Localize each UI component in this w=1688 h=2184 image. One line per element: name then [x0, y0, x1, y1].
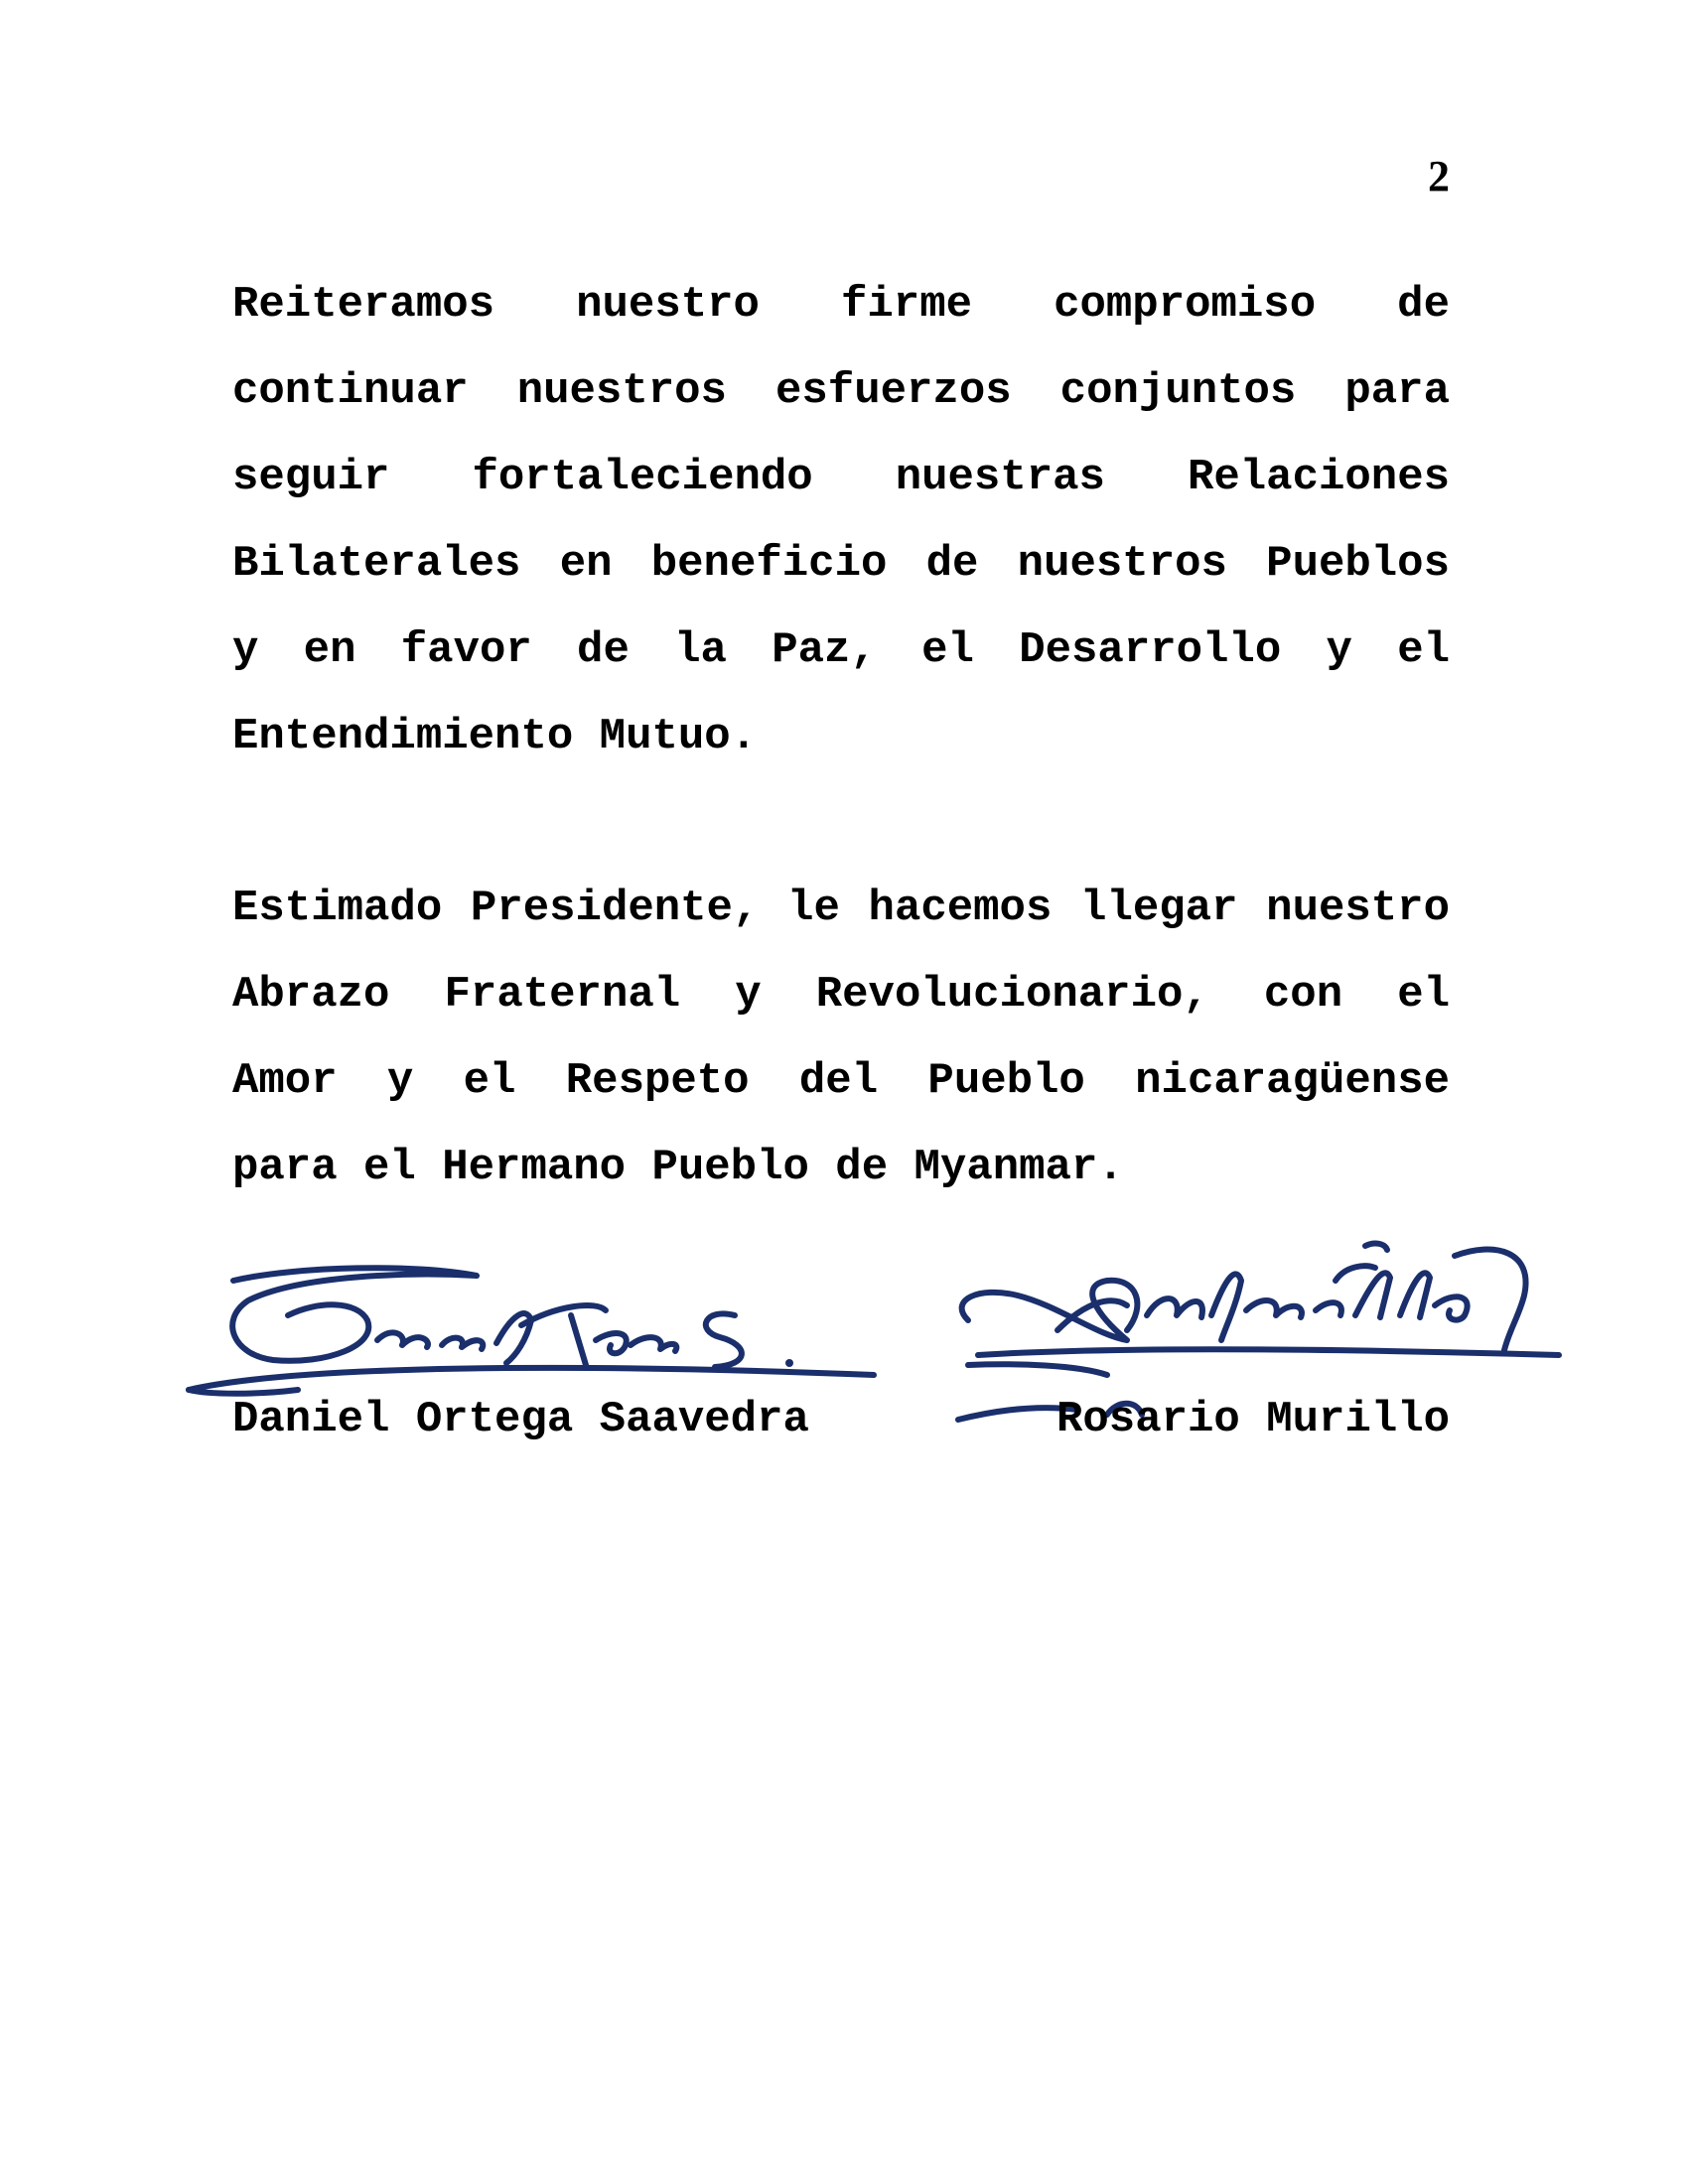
paragraph-line: Estimado Presidente, le hacemos llegar nuestro: [232, 884, 1450, 933]
page-number: 2: [1428, 152, 1450, 201]
paragraph-line: Abrazo Fraternal y Revolucionario, con el: [232, 970, 1450, 1020]
signer-name-ortega: Daniel Ortega Saavedra: [232, 1395, 809, 1444]
signature-ortega: [179, 1246, 894, 1405]
paragraph-commitment: [232, 262, 1450, 780]
paragraph-line: Amor y el Respeto del Pueblo nicaragüense: [232, 1056, 1450, 1106]
paragraph-line: Reiteramos nuestro firme compromiso de: [232, 280, 1450, 330]
paragraph-line: Bilaterales en beneficio de nuestros Pueblos: [232, 539, 1450, 589]
paragraph-line: para el Hermano Pueblo de Myanmar.: [232, 1143, 1124, 1192]
paragraph-line: y en favor de la Paz, el Desarrollo y el: [232, 625, 1450, 675]
paragraph-greeting: [232, 866, 1450, 1211]
paragraph-line: Entendimiento Mutuo.: [232, 712, 758, 761]
paragraph-line: continuar nuestros esfuerzos conjuntos para: [232, 366, 1450, 416]
paragraph-line: seguir fortaleciendo nuestras Relaciones: [232, 453, 1450, 502]
signer-name-murillo: Rosario Murillo: [1056, 1395, 1451, 1444]
